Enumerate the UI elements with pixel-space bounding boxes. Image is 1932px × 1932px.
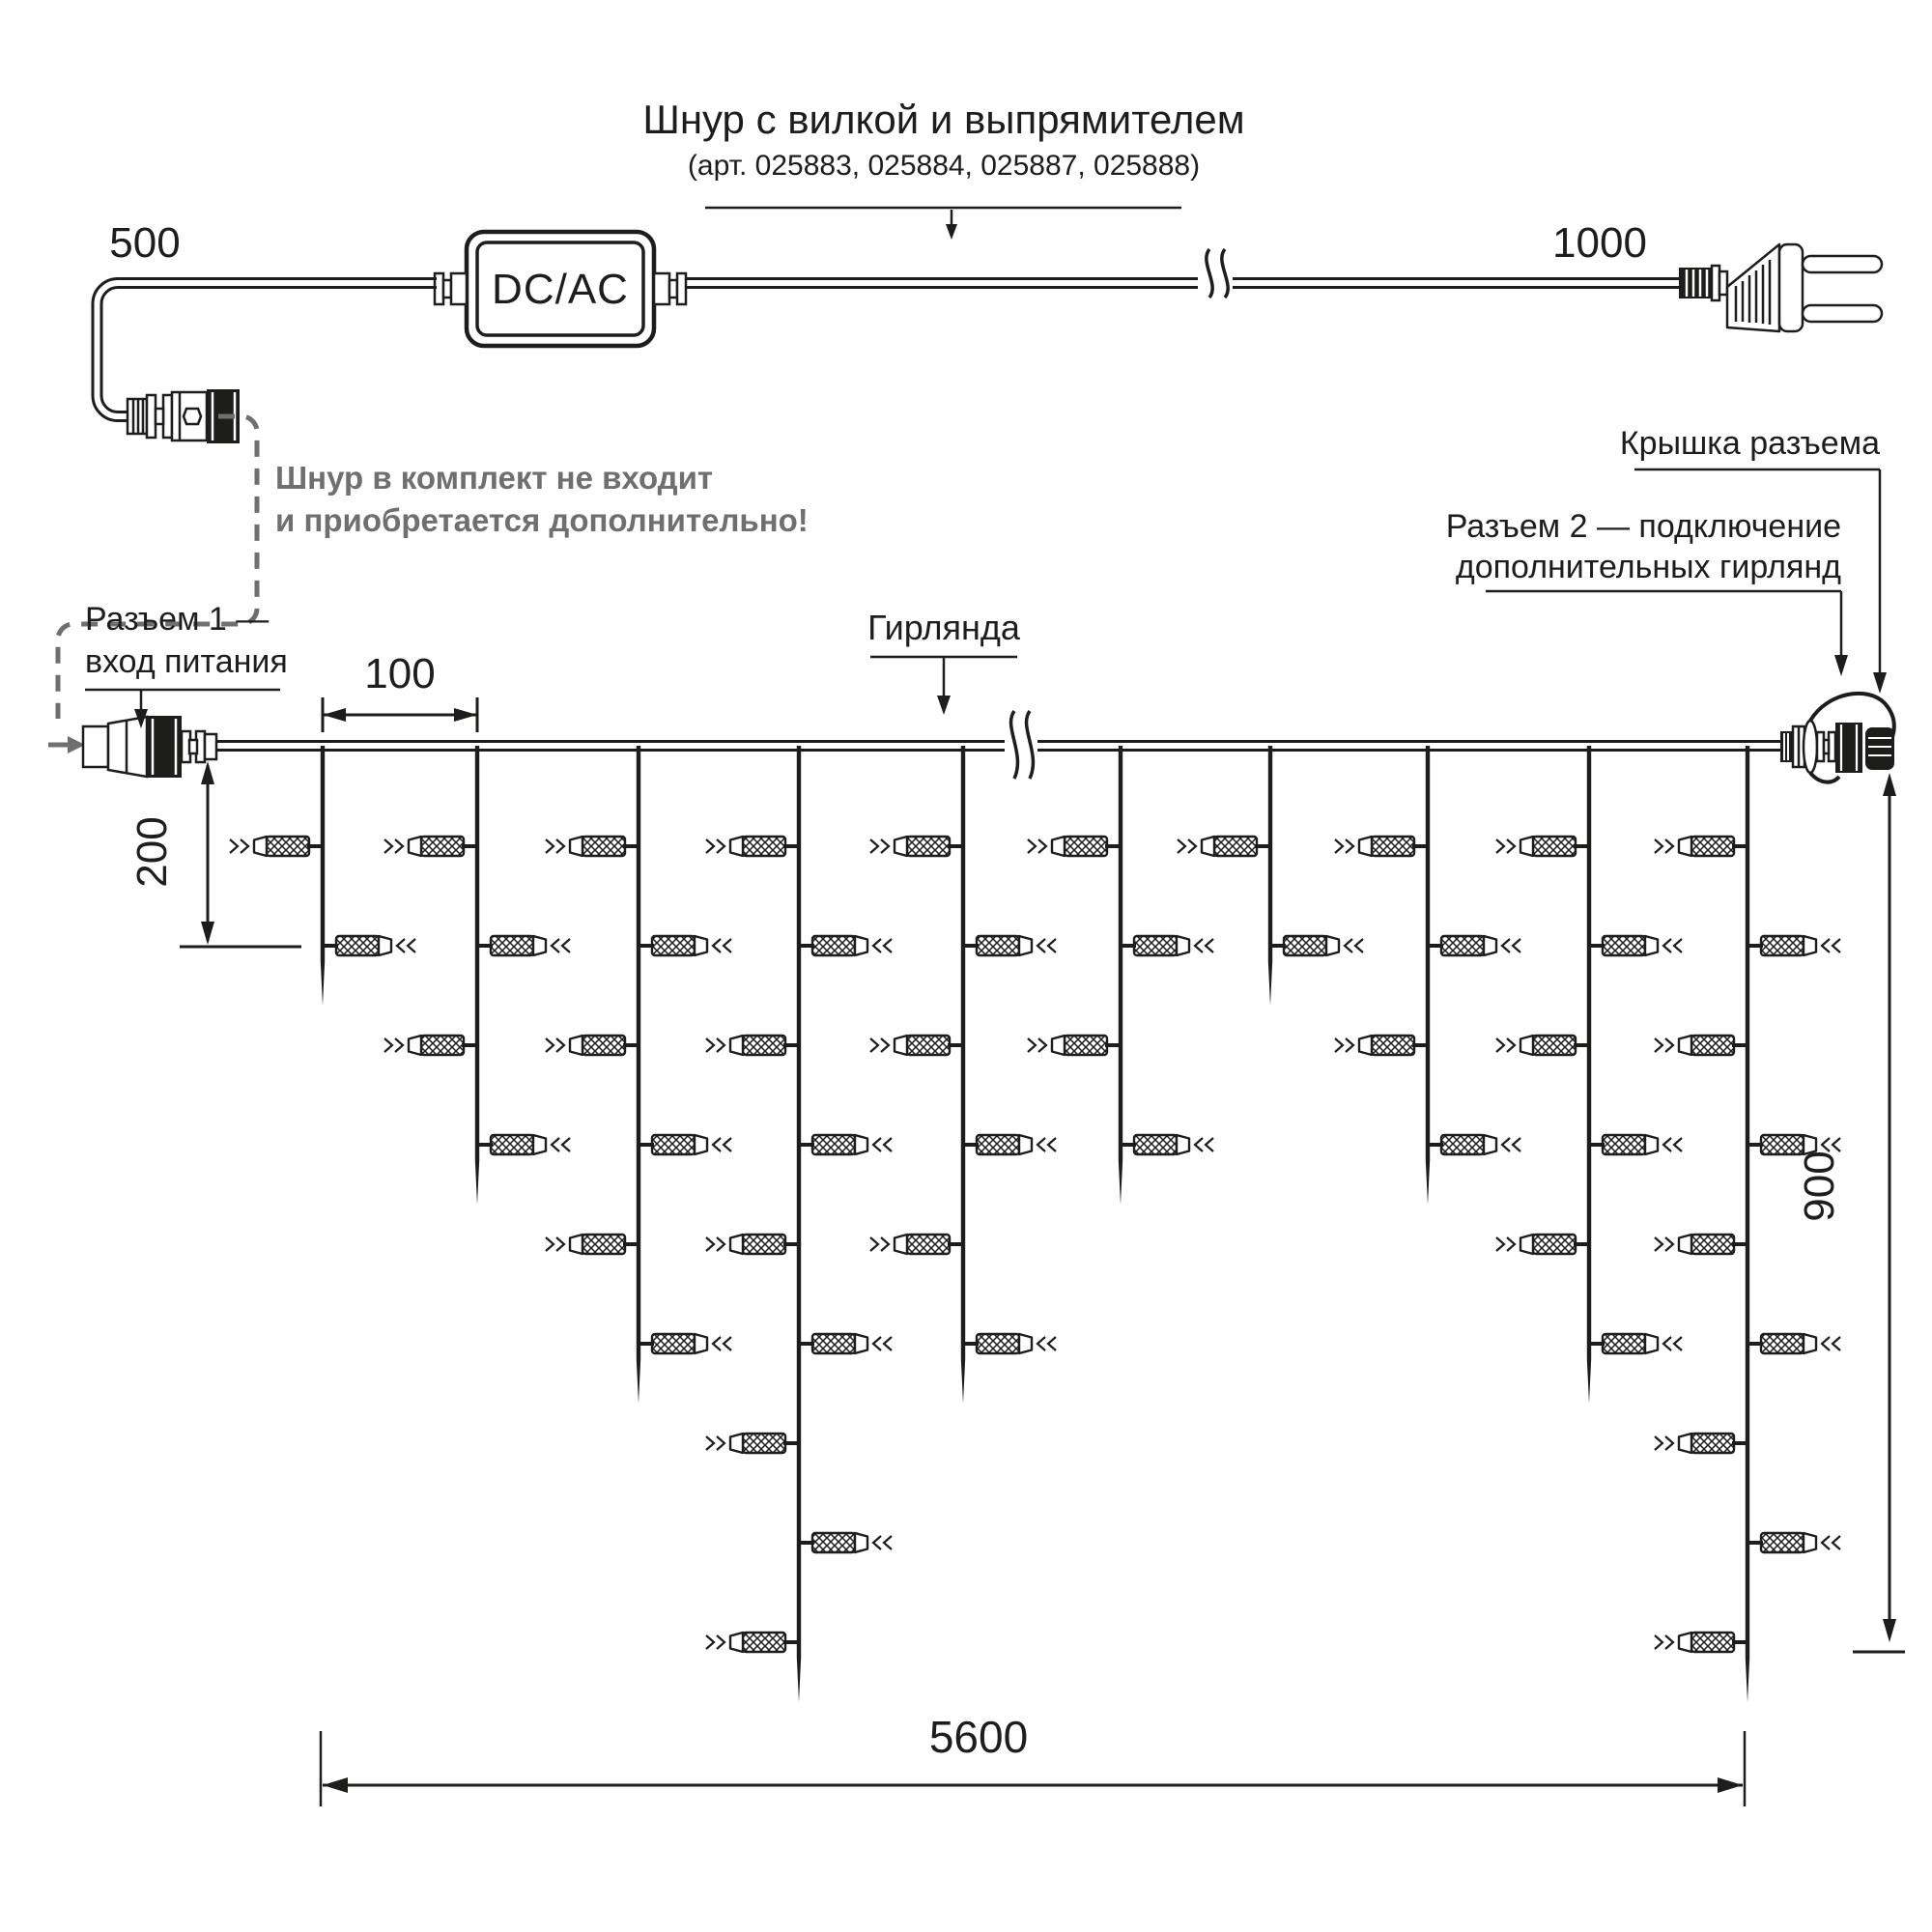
led-body [1761, 1334, 1804, 1353]
led-body [977, 1334, 1019, 1353]
light-rays-icon [706, 1038, 724, 1052]
light-rays-icon [1822, 939, 1840, 952]
light-rays-icon [1655, 1635, 1673, 1649]
led-bulb [799, 1135, 892, 1154]
led-body [1691, 1434, 1734, 1453]
drop-wire [797, 746, 801, 1702]
led-body [421, 1036, 464, 1055]
led-tip [1804, 1533, 1816, 1552]
led-tip [570, 1235, 582, 1254]
led-bulb [1335, 837, 1428, 856]
led-body [907, 837, 950, 856]
led-tip [695, 1135, 707, 1154]
light-rays-icon [1502, 1138, 1520, 1151]
garland-assembly [216, 711, 1840, 1702]
led-body [336, 936, 379, 955]
led-tip [1645, 1135, 1658, 1154]
connector-ferrule [205, 734, 216, 759]
led-bulb [1655, 1434, 1747, 1453]
led-tip [1326, 936, 1339, 955]
light-rays-icon [552, 1138, 570, 1151]
led-tip [1202, 837, 1214, 856]
led-body [582, 1235, 625, 1254]
led-tip [409, 1036, 421, 1055]
arrow-down-icon [937, 696, 951, 715]
led-bulb [1655, 1633, 1747, 1652]
led-body [1761, 1533, 1804, 1552]
cap-strap-bottom [1810, 773, 1839, 782]
led-bulb [1028, 837, 1121, 856]
led-bulb [1747, 1533, 1840, 1552]
light-rays-icon [1335, 1038, 1353, 1052]
led-bulb [963, 936, 1056, 955]
led-body [743, 837, 785, 856]
led-bulb [799, 936, 892, 955]
led-tip [730, 1434, 743, 1453]
bellows-bar [163, 395, 172, 438]
led-body [743, 1434, 785, 1453]
led-tip [1052, 1036, 1065, 1055]
light-rays-icon [1822, 1337, 1840, 1350]
led-body [1533, 1036, 1576, 1055]
led-tip [1019, 936, 1032, 955]
garland-drop-6 [1028, 746, 1213, 1205]
light-rays-icon [1663, 1138, 1682, 1151]
led-bulb [1428, 1135, 1520, 1154]
led-body [812, 1135, 855, 1154]
not-included-text-1: Шнур в комплект не входит [275, 460, 714, 496]
bellows-bar [147, 395, 156, 438]
led-body [1761, 936, 1804, 955]
arrow-down-icon [1883, 1619, 1896, 1642]
connector2-annotations [1446, 425, 1887, 694]
connector2-label-1: Разъем 2 — подключение [1445, 508, 1841, 545]
light-rays-icon [1655, 1038, 1673, 1052]
led-body [977, 936, 1019, 955]
led-tip [1645, 1334, 1658, 1353]
led-bulb [799, 1533, 892, 1552]
led-body [491, 1135, 533, 1154]
led-bulb [706, 1235, 799, 1254]
led-body [1065, 1036, 1107, 1055]
led-tip [533, 936, 546, 955]
light-rays-icon [384, 1038, 403, 1052]
led-tip [1052, 837, 1065, 856]
light-rays-icon [397, 939, 415, 952]
led-bulb [706, 837, 799, 856]
garland-drop-3 [546, 746, 731, 1404]
nub-bar [677, 273, 686, 304]
led-body [1134, 1135, 1177, 1154]
led-bulb [1428, 936, 1520, 955]
light-rays-icon [1037, 1138, 1056, 1151]
led-bulb [1496, 837, 1589, 856]
led-tip [1520, 837, 1533, 856]
light-rays-icon [873, 1337, 892, 1350]
led-tip [730, 837, 743, 856]
led-bulb [870, 1036, 963, 1055]
connector-ferrule-black [1780, 731, 1793, 762]
dimension-5600 [321, 1712, 1745, 1806]
light-rays-icon [1822, 1536, 1840, 1549]
led-bulb [1589, 1334, 1682, 1353]
light-rays-icon [873, 1138, 892, 1151]
led-bulb [546, 837, 639, 856]
light-rays-icon [546, 1237, 564, 1251]
led-bulb [870, 837, 963, 856]
led-bulb [323, 936, 415, 955]
garland-end-connector [1780, 694, 1894, 782]
arrow-down-icon [946, 224, 957, 240]
led-bulb [1270, 936, 1363, 955]
connector1-annotation [85, 601, 288, 728]
bellows-bridge [156, 409, 163, 424]
arrow-left-icon [323, 708, 346, 722]
garland-drop-8 [1335, 746, 1520, 1205]
led-tip [570, 1036, 582, 1055]
garland-drop-4 [706, 746, 892, 1702]
light-rays-icon [1496, 839, 1515, 853]
led-bulb [1655, 1036, 1747, 1055]
garland-annotation [867, 608, 1021, 715]
nub-bar [451, 273, 467, 304]
light-rays-icon [1335, 839, 1353, 853]
drop-wire [321, 746, 325, 1006]
led-tip [730, 1633, 743, 1652]
cable-left-inner [101, 288, 437, 412]
light-rays-icon [713, 1138, 731, 1151]
led-tip [1359, 1036, 1372, 1055]
converter-label: DC/AC [492, 266, 629, 313]
drop-wire [475, 746, 479, 1205]
led-body [1691, 1633, 1734, 1652]
led-body [1372, 837, 1414, 856]
dimension-900 [1796, 773, 1905, 1652]
led-body [977, 1135, 1019, 1154]
led-body [1533, 1235, 1576, 1254]
led-tip [1679, 1633, 1691, 1652]
led-body [812, 936, 855, 955]
strain-relief-right-icon [654, 273, 686, 304]
led-tip [1019, 1334, 1032, 1353]
light-rays-icon [1037, 939, 1056, 952]
plug-face [1779, 244, 1803, 331]
led-bulb [1335, 1036, 1428, 1055]
light-rays-icon [873, 939, 892, 952]
led-bulb [1121, 1135, 1213, 1154]
power-cord-assembly [93, 219, 1882, 443]
led-bulb [384, 1036, 477, 1055]
light-rays-icon [384, 839, 403, 853]
connector-body-black [1835, 723, 1862, 773]
led-body [1372, 1036, 1414, 1055]
light-rays-icon [1502, 939, 1520, 952]
led-body [907, 1235, 950, 1254]
led-body [743, 1036, 785, 1055]
cap-label: Крышка разъема [1619, 425, 1880, 462]
led-body [1284, 936, 1326, 955]
led-tip [379, 936, 391, 955]
light-rays-icon [1178, 839, 1196, 853]
garland-drop-10 [1655, 746, 1840, 1702]
led-bulb [1028, 1036, 1121, 1055]
arrow-down-icon [1834, 655, 1848, 676]
nub-bar [654, 273, 669, 304]
light-rays-icon [870, 1038, 889, 1052]
led-tip [855, 1533, 867, 1552]
led-bulb [639, 1135, 731, 1154]
led-body [1533, 837, 1576, 856]
led-bulb [1121, 936, 1213, 955]
led-tip [1645, 936, 1658, 955]
led-body [267, 837, 309, 856]
dim-900-label: 900 [1796, 1151, 1843, 1222]
not-included-text-2: и приобретается дополнительно! [275, 502, 809, 538]
dim-5600-label: 5600 [928, 1712, 1029, 1762]
led-tip [855, 1135, 867, 1154]
not-included-annotation [48, 416, 809, 753]
garland-drop-1 [230, 746, 415, 1006]
strain-relief-left-icon [435, 273, 467, 304]
led-bulb [546, 1036, 639, 1055]
led-bulb [706, 1036, 799, 1055]
title-text: Шнур с вилкой и выпрямителем [642, 97, 1245, 142]
led-bulb [1496, 1235, 1589, 1254]
drop-wire [1426, 746, 1430, 1205]
light-rays-icon [1496, 1038, 1515, 1052]
led-bulb [477, 936, 570, 955]
light-rays-icon [1345, 939, 1363, 952]
led-bulb [477, 1135, 570, 1154]
dim-200-label: 200 [128, 816, 176, 888]
led-tip [730, 1235, 743, 1254]
light-rays-icon [870, 839, 889, 853]
led-body [652, 936, 695, 955]
mains-plug-icon [1679, 244, 1882, 331]
led-body [743, 1633, 785, 1652]
led-bulb [706, 1633, 799, 1652]
led-tip [1520, 1036, 1533, 1055]
led-tip [855, 1334, 867, 1353]
led-tip [1359, 837, 1372, 856]
light-rays-icon [1655, 1237, 1673, 1251]
led-body [652, 1135, 695, 1154]
connector1-label-2: вход питания [85, 643, 288, 680]
led-bulb [1747, 1334, 1840, 1353]
bellows-bridge [1824, 740, 1829, 753]
led-tip [895, 837, 907, 856]
dim-1000-label: 1000 [1552, 219, 1647, 267]
led-tip [1484, 936, 1496, 955]
led-tip [1679, 1235, 1691, 1254]
strap-ring [1804, 721, 1817, 773]
light-rays-icon [1663, 1337, 1682, 1350]
dim-100-label: 100 [364, 650, 436, 697]
led-body [743, 1235, 785, 1254]
subtitle-articles-text: (арт. 025883, 025884, 025887, 025888) [687, 150, 1201, 182]
led-body [1065, 837, 1107, 856]
light-rays-icon [546, 839, 564, 853]
light-rays-icon [1655, 1436, 1673, 1450]
led-bulb [639, 1334, 731, 1353]
led-bulb [230, 837, 323, 856]
led-bulb [1747, 936, 1840, 955]
led-bulb [639, 936, 731, 955]
dimension-100 [323, 650, 477, 732]
led-body [1691, 837, 1734, 856]
led-tip [695, 936, 707, 955]
led-tip [1019, 1135, 1032, 1154]
arrow-down-icon [1873, 672, 1887, 694]
connector-key-hole [184, 409, 201, 424]
led-tip [1177, 936, 1189, 955]
arrow-down-icon [201, 922, 214, 945]
led-body [491, 936, 533, 955]
light-rays-icon [1195, 1138, 1213, 1151]
connector1-label-1: Разъем 1 — [85, 601, 270, 638]
drop-wire [1119, 746, 1122, 1205]
led-tip [1679, 1434, 1691, 1453]
led-tip [695, 1334, 707, 1353]
led-tip [570, 837, 582, 856]
led-body [812, 1334, 855, 1353]
led-tip [895, 1036, 907, 1055]
light-rays-icon [1028, 839, 1046, 853]
led-tip [254, 837, 267, 856]
led-body [907, 1036, 950, 1055]
led-body [1691, 1036, 1734, 1055]
led-tip [730, 1036, 743, 1055]
garland-input-connector [83, 716, 216, 778]
light-rays-icon [1028, 1038, 1046, 1052]
drop-wire [1746, 746, 1749, 1702]
led-bulb [1655, 1235, 1747, 1254]
led-tip [1484, 1135, 1496, 1154]
led-bulb [384, 837, 477, 856]
dim-500-label: 500 [109, 219, 181, 267]
garland-drop-5 [870, 746, 1056, 1404]
light-rays-icon [706, 1436, 724, 1450]
light-rays-icon [706, 1237, 724, 1251]
led-tip [1679, 1036, 1691, 1055]
light-rays-icon [706, 839, 724, 853]
led-bulb [799, 1334, 892, 1353]
garland-drops [230, 746, 1840, 1702]
led-tip [533, 1135, 546, 1154]
led-tip [409, 837, 421, 856]
led-bulb [546, 1235, 639, 1254]
led-body [1603, 936, 1645, 955]
garland-drop-9 [1496, 746, 1682, 1404]
led-body [582, 837, 625, 856]
light-rays-icon [1195, 939, 1213, 952]
led-body [1214, 837, 1257, 856]
led-tip [1177, 1135, 1189, 1154]
led-tip [1804, 1334, 1816, 1353]
led-tip [1679, 837, 1691, 856]
arrow-right-icon [454, 708, 477, 722]
led-bulb [706, 1434, 799, 1453]
led-tip [895, 1235, 907, 1254]
led-bulb [1496, 1036, 1589, 1055]
led-body [1441, 1135, 1484, 1154]
led-tip [1520, 1235, 1533, 1254]
light-rays-icon [1822, 1138, 1840, 1151]
light-rays-icon [870, 1237, 889, 1251]
led-body [1603, 1135, 1645, 1154]
garland-drop-2 [384, 746, 570, 1205]
light-rays-icon [713, 939, 731, 952]
light-rays-icon [706, 1635, 724, 1649]
led-bulb [870, 1235, 963, 1254]
led-bulb [1178, 837, 1270, 856]
arrow-up-icon [1883, 773, 1896, 796]
led-body [1603, 1334, 1645, 1353]
led-body [1691, 1235, 1734, 1254]
arrow-up-icon [201, 761, 214, 784]
light-rays-icon [1655, 839, 1673, 853]
drop-wire [1268, 746, 1272, 1006]
garland-label: Гирлянда [867, 608, 1020, 647]
led-tip [1804, 936, 1816, 955]
led-bulb [1589, 936, 1682, 955]
led-body [582, 1036, 625, 1055]
led-body [812, 1533, 855, 1552]
light-rays-icon [1037, 1337, 1056, 1350]
light-rays-icon [713, 1337, 731, 1350]
connector-cap-black [1865, 727, 1894, 770]
led-bulb [963, 1334, 1056, 1353]
led-bulb [963, 1135, 1056, 1154]
light-rays-icon [1496, 1237, 1515, 1251]
led-body [1441, 936, 1484, 955]
light-rays-icon [1663, 939, 1682, 952]
led-bulb [1589, 1135, 1682, 1154]
title-block [642, 97, 1244, 240]
bellows-bridge [189, 740, 197, 753]
garland-drop-7 [1178, 746, 1363, 1006]
connector2-label-2: дополнительных гирлянд [1455, 549, 1841, 585]
light-rays-icon [230, 839, 248, 853]
arrow-right-icon [1718, 1777, 1743, 1793]
light-rays-icon [552, 939, 570, 952]
connector-nose [83, 726, 108, 767]
led-body [652, 1334, 695, 1353]
arrow-left-icon [323, 1777, 348, 1793]
light-rays-icon [546, 1038, 564, 1052]
light-rays-icon [873, 1536, 892, 1549]
plug-prong-top [1803, 256, 1882, 272]
led-body [1134, 936, 1177, 955]
plug-prong-bottom [1803, 305, 1882, 322]
led-bulb [1655, 837, 1747, 856]
led-body [421, 837, 464, 856]
led-tip [855, 936, 867, 955]
